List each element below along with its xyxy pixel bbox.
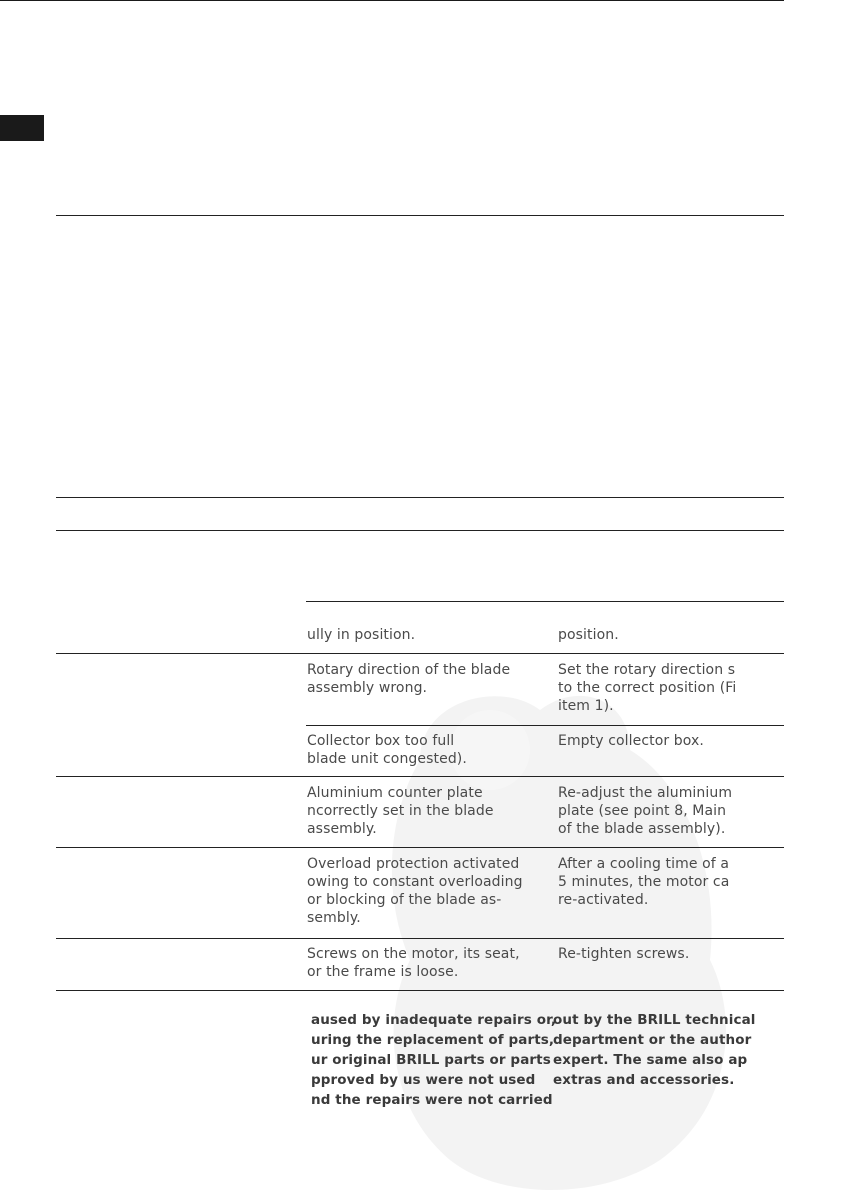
- table-cell-remedy: Set the rotary direction s to the correct position (Fi item 1).: [558, 662, 737, 714]
- table-row-divider: [56, 776, 784, 777]
- table-cell-remedy: position.: [558, 627, 619, 643]
- table-header-top-rule: [56, 497, 784, 498]
- table-cell-cause: Collector box too full blade unit congested).: [307, 733, 467, 767]
- table-cell-cause: Rotary direction of the blade assembly wrong.: [307, 662, 511, 696]
- table-row-divider: [56, 653, 784, 654]
- table-cell-cause: ully in position.: [307, 627, 416, 643]
- table-cell-cause: Screws on the motor, its seat, or the frame is loose.: [307, 946, 520, 980]
- top-edge-line: [0, 0, 784, 1]
- table-cell-remedy: Empty collector box.: [558, 733, 704, 749]
- table-row-divider: [56, 938, 784, 939]
- language-tab-marker: [0, 115, 44, 141]
- table-bottom-rule: [56, 990, 784, 991]
- subrow-divider: [306, 601, 784, 602]
- table-row-divider: [56, 847, 784, 848]
- table-header-bottom-rule: [56, 530, 784, 531]
- table-cell-remedy: After a cooling time of a 5 minutes, the motor ca re-activated.: [558, 856, 730, 908]
- subrow-divider: [306, 725, 784, 726]
- table-cell-cause: Aluminium counter plate ncorrectly set in the blade assembly.: [307, 785, 494, 837]
- table-cell-cause: Overload protection activated owing to constant overloading or blocking of the blade as- sembly.: [307, 856, 523, 926]
- table-cell-remedy: Re-tighten screws.: [558, 946, 690, 962]
- warranty-text-left: aused by inadequate repairs or, uring the replacement of parts, ur original BRILL parts or parts pproved by us were not used nd the repairs were not carried: [311, 1012, 557, 1108]
- section-divider: [56, 215, 784, 216]
- table-cell-remedy: Re-adjust the aluminium plate (see point 8, Main of the blade assembly).: [558, 785, 733, 837]
- warranty-text-right: out by the BRILL technical department or the author expert. The same also ap extras and accessories.: [553, 1012, 756, 1088]
